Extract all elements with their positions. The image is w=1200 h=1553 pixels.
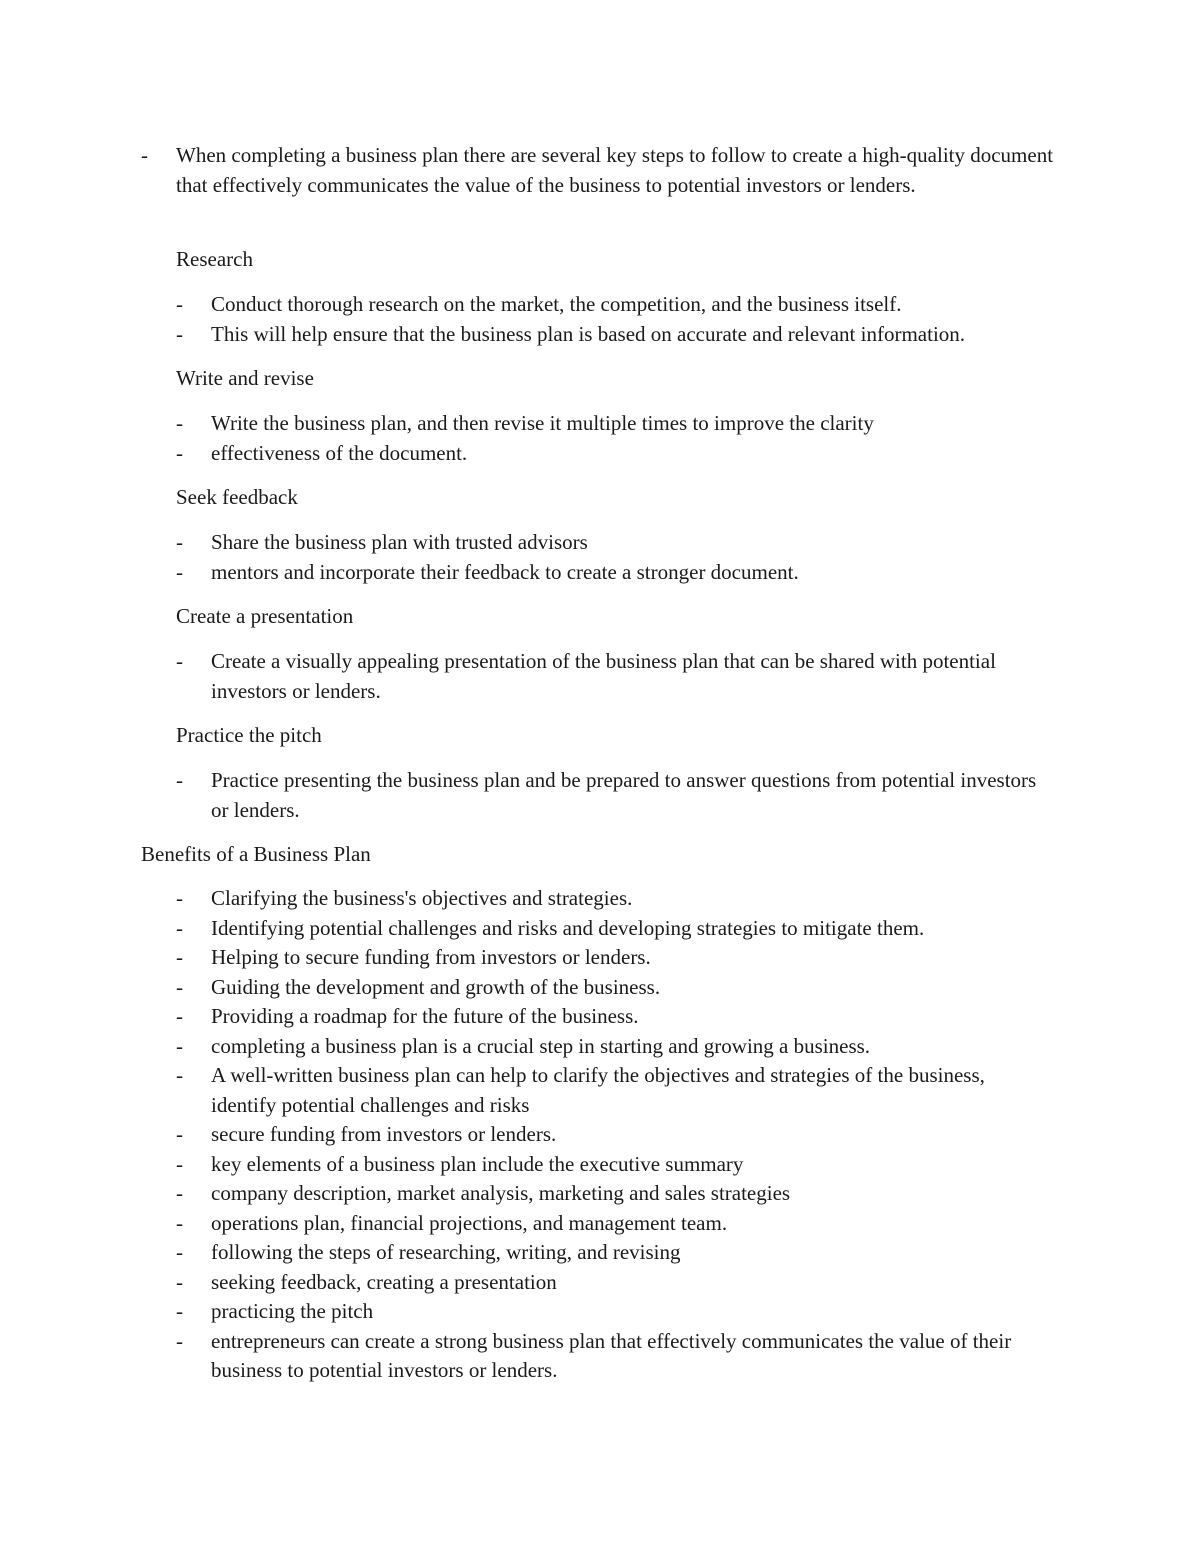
section-heading-benefits: Benefits of a Business Plan — [141, 842, 371, 866]
bullet-dash: - — [141, 143, 148, 167]
list-item: - Identifying potential challenges and risks and developing strategies to mitigate them. — [176, 914, 1056, 944]
bullet-dash: - — [176, 1063, 183, 1087]
bullet-dash: - — [176, 974, 183, 999]
list-item: - This will help ensure that the business plan is based on accurate and relevant information. — [176, 320, 1076, 350]
bullet-dash: - — [176, 1299, 183, 1323]
list-item: - Write the business plan, and then revise it multiple times to improve the clarity — [176, 409, 1076, 439]
list-item: - operations plan, financial projections, and management team. — [176, 1209, 1056, 1239]
intro-paragraph — [141, 141, 1076, 200]
bullet-dash: - — [176, 292, 183, 316]
bullet-dash: - — [176, 886, 183, 910]
list-item: - Practice presenting the business plan and be prepared to answer questions from potential investors or lenders. — [176, 768, 1037, 822]
list-item: - Guiding the development and growth of the business. — [176, 973, 1056, 1003]
step-list-research — [176, 290, 1076, 349]
step-heading-seek-feedback: Seek feedback — [176, 485, 298, 509]
list-item: - A well-written business plan can help to clarify the objectives and strategies of the business, identify potential challenges and risks — [176, 1063, 985, 1117]
step-heading-write-revise: Write and revise — [176, 366, 314, 390]
list-item: - Conduct thorough research on the market, the competition, and the business itself. — [176, 290, 1076, 320]
bullet-dash: - — [176, 1004, 183, 1028]
bullet-dash: - — [176, 559, 183, 584]
bullet-dash: - — [176, 1328, 183, 1353]
bullet-dash: - — [176, 411, 183, 435]
step-list-practice-pitch — [176, 766, 1056, 825]
bullet-dash: - — [176, 915, 183, 940]
list-item: - Share the business plan with trusted advisors — [176, 528, 1076, 558]
list-item: - seeking feedback, creating a presentation — [176, 1268, 1056, 1298]
bullet-dash: - — [176, 1122, 183, 1146]
step-list-create-presentation — [176, 647, 1006, 706]
step-list-write-revise — [176, 409, 1076, 468]
bullet-dash: - — [176, 440, 183, 465]
list-item: - entrepreneurs can create a strong business plan that effectively communicates the value of their business to potential investors or lenders. — [176, 1328, 1012, 1382]
bullet-dash: - — [176, 530, 183, 554]
list-item: - Create a visually appealing presentation of the business plan that can be shared with potential investors or lenders. — [176, 649, 996, 703]
bullet-dash: - — [176, 945, 183, 969]
list-item: - Helping to secure funding from investors or lenders. — [176, 943, 1056, 973]
bullet-dash: - — [176, 649, 183, 673]
list-item: - secure funding from investors or lenders. — [176, 1120, 1056, 1150]
step-heading-practice-pitch: Practice the pitch — [176, 723, 322, 747]
bullet-dash: - — [176, 768, 183, 792]
list-item: - completing a business plan is a crucial step in starting and growing a business. — [176, 1032, 1056, 1062]
list-item: - practicing the pitch — [176, 1297, 1056, 1327]
list-item: - Clarifying the business's objectives and strategies. — [176, 884, 1056, 914]
bullet-dash: - — [176, 1240, 183, 1264]
benefits-list — [176, 884, 1056, 1386]
list-item: - company description, market analysis, marketing and sales strategies — [176, 1179, 1056, 1209]
bullet-dash: - — [176, 1151, 183, 1176]
list-item: - mentors and incorporate their feedback to create a stronger document. — [176, 558, 1076, 588]
list-item: - following the steps of researching, writing, and revising — [176, 1238, 1056, 1268]
list-item: - effectiveness of the document. — [176, 439, 1076, 469]
bullet-dash: - — [176, 1210, 183, 1235]
step-heading-research: Research — [176, 247, 253, 271]
intro-text: When completing a business plan there are several key steps to follow to create a high-quality document that effectively communicates the value of the business to potential investors or lenders. — [176, 143, 1054, 197]
step-heading-create-presentation: Create a presentation — [176, 604, 354, 628]
list-item: - key elements of a business plan include the executive summary — [176, 1150, 1056, 1180]
bullet-dash: - — [176, 1033, 183, 1058]
bullet-dash: - — [176, 1269, 183, 1294]
list-item: - Providing a roadmap for the future of the business. — [176, 1002, 1056, 1032]
step-list-seek-feedback — [176, 528, 1076, 587]
bullet-dash: - — [176, 321, 183, 346]
bullet-dash: - — [176, 1181, 183, 1205]
